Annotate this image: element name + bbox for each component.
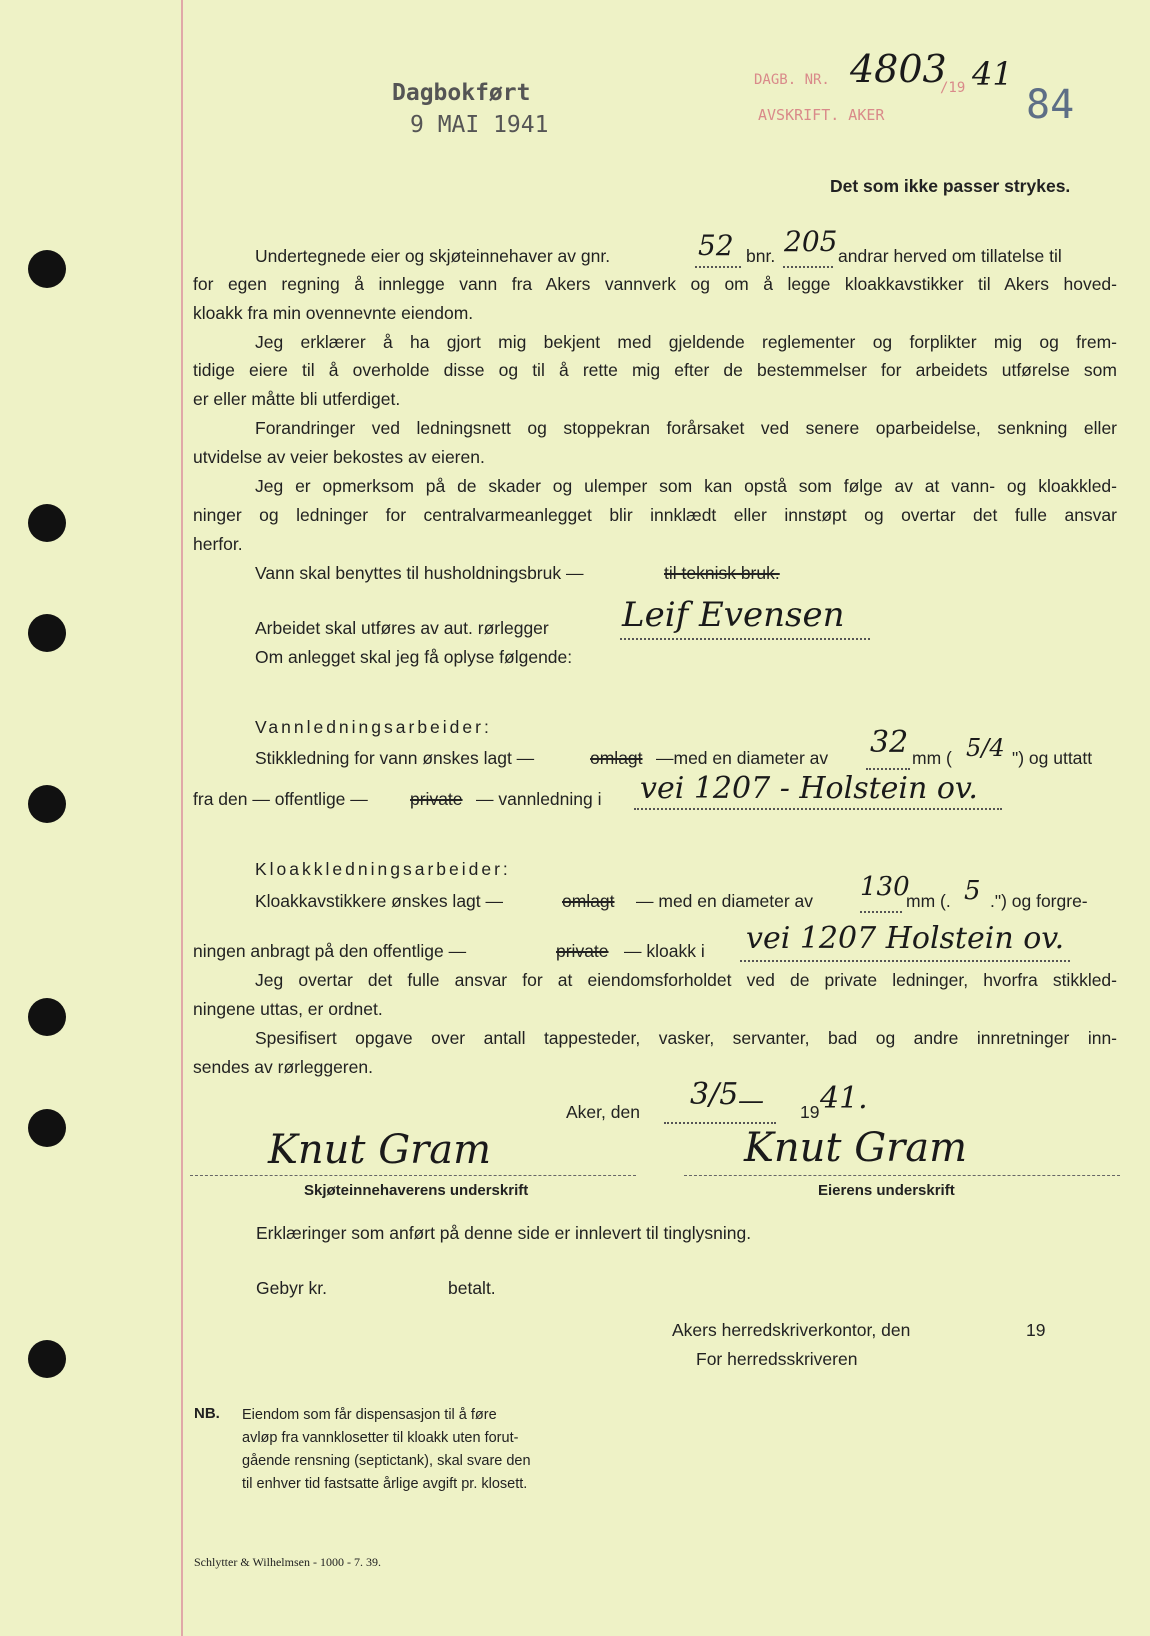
nb-line1: Eiendom som får dispensasjon til å føre xyxy=(242,1407,497,1423)
nb-line3: gående rensning (septictank), skal svare den xyxy=(242,1453,531,1469)
p1-line2: for egen regning å innlegge vann fra Akers vannverk og om å legge kloakkavstikker til Akers hoved- xyxy=(193,274,1117,294)
dagb-nr-value: 4803 xyxy=(850,47,947,91)
punch-hole xyxy=(28,614,66,652)
water-line2-a: fra den — offentlige — xyxy=(193,789,368,809)
punch-hole xyxy=(28,785,66,823)
sewer-diameter-in: 5 xyxy=(964,876,981,906)
signature-rule-right xyxy=(684,1175,1120,1176)
gnr-field xyxy=(695,266,741,268)
sewer-line1-b: — med en diameter av xyxy=(636,891,814,911)
water-location-field xyxy=(634,808,1002,810)
dagbokfort-stamp: Dagbokført xyxy=(392,80,531,106)
fee-label: Gebyr kr. xyxy=(256,1278,327,1298)
punch-hole xyxy=(28,1109,66,1147)
header-note: Det som ikke passer strykes. xyxy=(830,176,1071,196)
plumber-name: Leif Evensen xyxy=(622,595,845,635)
dagb-year-prefix: /19 xyxy=(940,80,966,96)
water-struck-private: private xyxy=(410,789,463,809)
punch-hole xyxy=(28,250,66,288)
sewer-struck-omlagt: omlagt xyxy=(562,891,615,911)
punch-hole xyxy=(28,1340,66,1378)
bnr-field xyxy=(783,266,833,268)
sewer-location: vei 1207 Holstein ov. xyxy=(746,921,1065,956)
p3-line2: utvidelse av veier bekostes av eieren. xyxy=(193,447,485,467)
signature-rule-left xyxy=(190,1175,636,1176)
dagbok-date-stamp: 9 MAI 1941 xyxy=(410,112,549,138)
water-line1-b: —med en diameter av xyxy=(656,748,829,768)
p4-line3: herfor. xyxy=(193,534,243,554)
sewer-line1-a: Kloakkavstikkere ønskes lagt — xyxy=(255,891,504,911)
owner-holder-signature: Knut Gram xyxy=(268,1127,492,1173)
p5-line2: ningene uttas, er ordnet. xyxy=(193,999,383,1019)
owner-signature: Knut Gram xyxy=(744,1125,968,1171)
date-dash: — xyxy=(738,1086,764,1116)
p1-line3: kloakk fra min ovennevnte eiendom. xyxy=(193,303,474,323)
date-value: 3/5 xyxy=(690,1077,739,1112)
place-label: Aker, den xyxy=(566,1102,640,1122)
p1-line1-c: andrar herved om tillatelse til xyxy=(838,246,1062,266)
p2-line1: Jeg erklærer å ha gjort mig bekjent med gjeldende reglementer og forplikter mig og frem- xyxy=(255,332,1117,352)
plumber-label: Arbeidet skal utføres av aut. rørlegger xyxy=(255,618,549,638)
water-diameter-mm: 32 xyxy=(870,725,909,760)
inform-text: Om anlegget skal jeg få oplyse følgende: xyxy=(255,647,573,667)
p4-line2: ninger og ledninger for centralvarmeanlegget blir innklædt eller innstøpt og overtar det fulle ansvar xyxy=(193,505,1117,525)
sewer-line1-d: .") og forgre- xyxy=(990,891,1088,911)
sewer-line2-b: — kloakk i xyxy=(624,941,705,961)
fee-paid: betalt. xyxy=(448,1278,496,1298)
p5-line1: Jeg overtar det fulle ansvar for at eiendomsforholdet ved de private ledninger, hvorfra stikkled- xyxy=(255,970,1117,990)
sewer-location-field xyxy=(740,960,1070,962)
year-value: 41. xyxy=(820,1081,868,1116)
water-location: vei 1207 - Holstein ov. xyxy=(640,771,978,806)
sewer-line2-a: ningen anbragt på den offentlige — xyxy=(193,941,467,961)
owner-holder-signature-label: Skjøteinnehaverens underskrift xyxy=(304,1182,529,1199)
nb-line4: til enhver tid fastsatte årlige avgift pr. klosett. xyxy=(242,1476,528,1492)
water-heading: Vannledningsarbeider: xyxy=(255,717,492,737)
nb-text xyxy=(242,1404,622,1496)
gnr-value: 52 xyxy=(698,229,734,262)
water-diameter-in: 5/4 xyxy=(966,734,1005,762)
date-field xyxy=(664,1122,776,1124)
sewer-line1-c: mm (. xyxy=(906,891,951,911)
p3-line1: Forandringer ved ledningsnett og stoppekran forårsaket ved senere oparbeidelse, senkning eller xyxy=(255,418,1117,438)
office-line1: Akers herredskriverkontor, den xyxy=(672,1320,911,1340)
p2-line2: tidige eiere til å overholde disse og til å rette mig efter de bestemmelser for arbeidets utførelse som xyxy=(193,360,1117,380)
nb-line2: avløp fra vannklosetter til kloakk uten forut- xyxy=(242,1430,519,1446)
office-year: 19 xyxy=(1026,1320,1046,1340)
p6-line1: Spesifisert opgave over antall tappesteder, vasker, servanter, bad og andre innretninger inn- xyxy=(255,1028,1117,1048)
dagb-nr-label: DAGB. NR. xyxy=(754,72,830,88)
p1-line1-a: Undertegnede eier og skjøteinnehaver av gnr. xyxy=(255,246,611,266)
water-line2-b: — vannledning i xyxy=(476,789,602,809)
plumber-field xyxy=(620,638,870,640)
water-diameter-mm-field xyxy=(866,768,910,770)
nb-label: NB. xyxy=(194,1405,220,1422)
p4-line1: Jeg er opmerksom på de skader og ulemper som kan opstå som følge av at vann- og kloakkled- xyxy=(255,476,1117,496)
owner-signature-label: Eierens underskrift xyxy=(818,1182,955,1199)
p2-line3: er eller måtte bli utferdiget. xyxy=(193,389,401,409)
bnr-value: 205 xyxy=(784,225,838,258)
usage-text: Vann skal benyttes til husholdningsbruk — xyxy=(255,563,584,583)
water-line1-c: mm ( xyxy=(912,748,952,768)
water-struck-omlagt: omlagt xyxy=(590,748,643,768)
p1-line1-b: bnr. xyxy=(746,246,776,266)
sewer-diameter-mm-field xyxy=(860,911,902,913)
year-prefix: 19 xyxy=(800,1102,820,1122)
water-line1-a: Stikkledning for vann ønskes lagt — xyxy=(255,748,535,768)
sewer-diameter-mm: 130 xyxy=(860,872,910,902)
punch-hole xyxy=(28,998,66,1036)
declaration-text: Erklæringer som anført på denne side er innlevert til tinglysning. xyxy=(256,1223,752,1243)
printer-imprint: Schlytter & Wilhelmsen - 1000 - 7. 39. xyxy=(194,1555,381,1569)
punch-hole xyxy=(28,504,66,542)
page-number-stamp: 84 xyxy=(1026,82,1075,128)
avskrift-stamp: AVSKRIFT. AKER xyxy=(758,106,885,124)
p6-line2: sendes av rørleggeren. xyxy=(193,1057,373,1077)
sewer-heading: Kloakkledningsarbeider: xyxy=(255,859,511,879)
water-line1-d: ") og uttatt xyxy=(1012,748,1093,768)
usage-struck: til teknisk bruk. xyxy=(664,563,780,583)
margin-line xyxy=(181,0,183,1636)
dagb-year-value: 41 xyxy=(972,55,1013,93)
office-line2: For herredsskriveren xyxy=(696,1349,858,1369)
sewer-struck-private: private xyxy=(556,941,609,961)
